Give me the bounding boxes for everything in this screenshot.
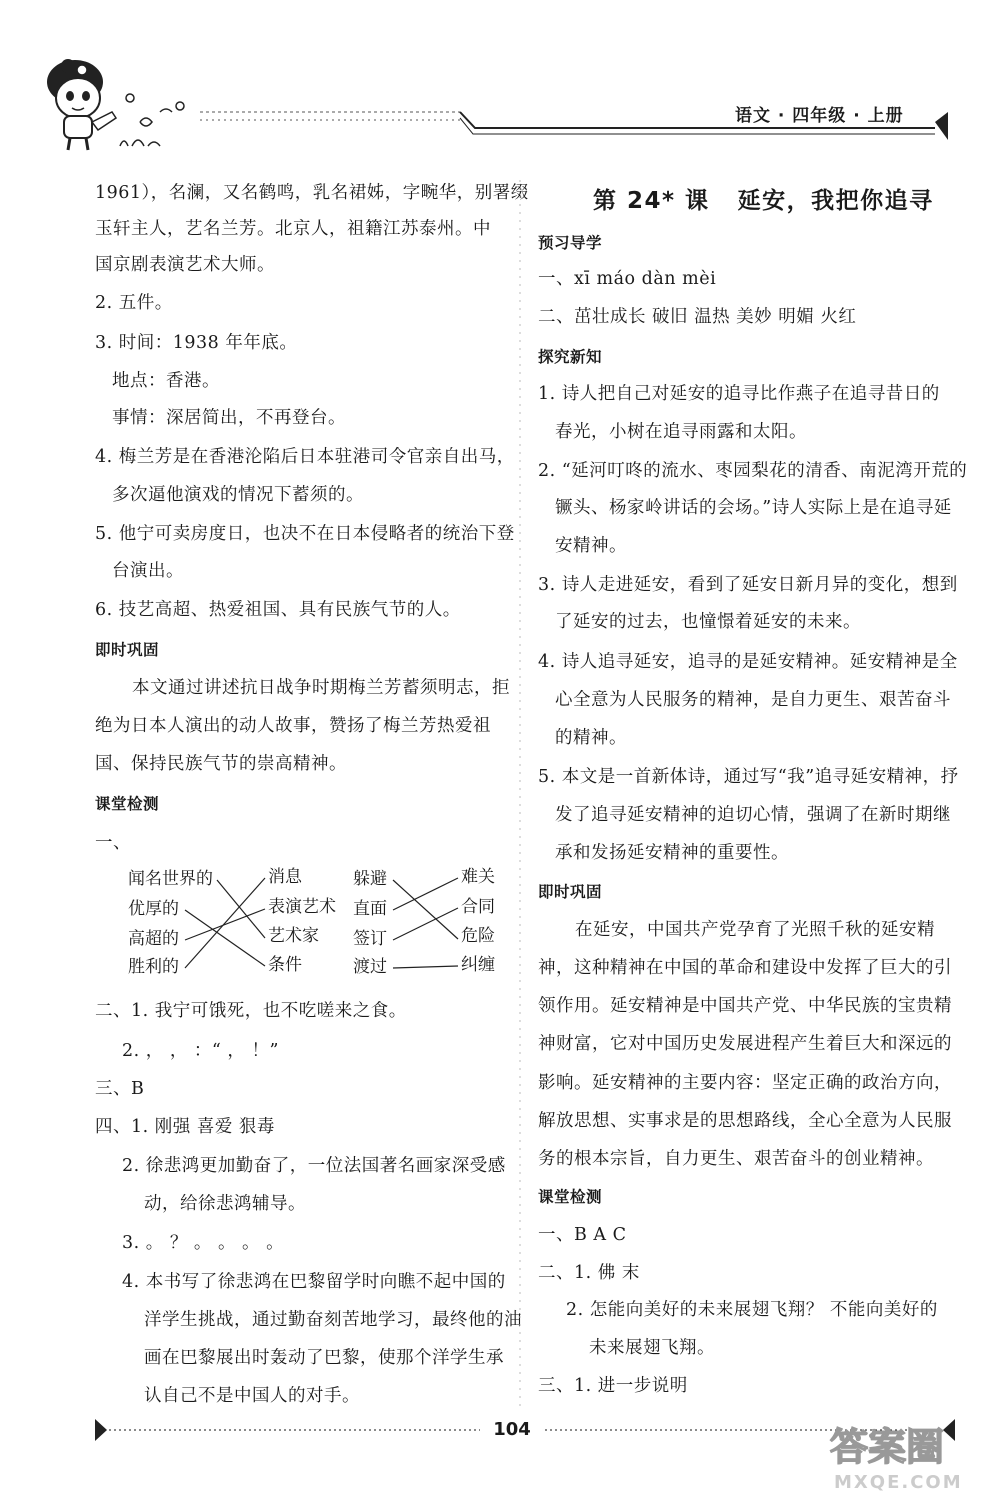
left-line: 洋学生挑战，通过勤奋刻苦地学习，最终他的油	[144, 1310, 522, 1330]
watermark-url: MXQE.COM	[834, 1472, 963, 1493]
right-paragraph-line: 务的根本宗旨，自力更生、艰苦奋斗的创业精神。	[538, 1149, 934, 1169]
match-left-item: 直面	[353, 899, 387, 919]
right-line: 的精神。	[555, 728, 627, 748]
left-paragraph-line: 国、保持民族气节的崇高精神。	[95, 754, 347, 774]
right-paragraph-line: 解放思想、实事求是的思想路线，全心全意为人民服	[538, 1111, 952, 1131]
left-line: 1961），名澜，又名鹤鸣，乳名裙姊，字畹华，别署缀	[95, 183, 529, 203]
right-line: 了延安的过去，也憧憬着延安的未来。	[555, 612, 861, 632]
match-left-item: 躲避	[353, 869, 387, 889]
left-line: 认自己不是中国人的对手。	[144, 1386, 360, 1406]
left-line: 三、B	[95, 1079, 145, 1099]
left-line: 2. ， ， ：“ ， ！”	[122, 1041, 279, 1061]
section-heading: 探究新知	[538, 348, 603, 366]
header-title: 语文 · 四年级 · 上册	[735, 106, 904, 126]
section-heading: 课堂检测	[538, 1188, 603, 1206]
right-paragraph-line: 领作用。延安精神是中国共产党、中华民族的宝贵精	[538, 996, 952, 1016]
watermark-logo	[820, 1420, 990, 1499]
right-line: 4. 诗人追寻延安，追寻的是延安精神。延安精神是全	[538, 652, 958, 672]
match-right-item: 艺术家	[268, 926, 319, 946]
right-line: 二、1. 佛 末	[538, 1263, 640, 1283]
section-heading: 即时巩固	[538, 883, 603, 901]
right-line: 2. “延河叮咚的流水、枣园梨花的清香、南泥湾开荒的	[538, 461, 968, 481]
left-line: 动，给徐悲鸿辅导。	[144, 1194, 306, 1214]
left-line: 国京剧表演艺术大师。	[95, 255, 275, 275]
right-line: 安精神。	[555, 536, 627, 556]
page-number: 104	[480, 1419, 544, 1440]
section-heading: 即时巩固	[95, 641, 160, 659]
left-line: 3. 。 ？ 。 。 。 。	[122, 1233, 285, 1253]
lesson-number: 第 24* 课	[593, 188, 710, 214]
right-line: 二、茁壮成长 破旧 温热 美妙 明媚 火红	[538, 307, 857, 327]
match-left-item: 签订	[353, 929, 387, 949]
right-line: 一、xī máo dàn mèi	[538, 269, 717, 289]
right-line: 3. 诗人走进延安，看到了延安日新月异的变化，想到	[538, 575, 958, 595]
left-line: 玉轩主人，艺名兰芳。北京人，祖籍江苏泰州。中	[95, 219, 491, 239]
right-line: 承和发扬延安精神的重要性。	[555, 843, 789, 863]
match-right-item: 表演艺术	[268, 897, 336, 917]
watermark-text: 答案圈	[830, 1425, 945, 1469]
right-line: 未来展翅飞翔。	[589, 1338, 715, 1358]
right-line: 发了追寻延安精神的迫切心情，强调了在新时期继	[555, 805, 951, 825]
question-label: 一、	[95, 833, 131, 853]
right-line: 5. 本文是一首新体诗，通过写“我”追寻延安精神，抒	[538, 767, 959, 787]
column-divider	[518, 180, 522, 1410]
match-right-item: 消息	[268, 867, 302, 887]
match-left-item: 渡过	[353, 957, 387, 977]
left-line: 5. 他宁可卖房度日，也决不在日本侵略者的统治下登	[95, 524, 515, 544]
right-paragraph-line: 神，这种精神在中国的革命和建设中发挥了巨大的引	[538, 958, 952, 978]
right-paragraph-line: 神财富，它对中国历史发展进程产生着巨大和深远的	[538, 1034, 952, 1054]
left-paragraph-line: 绝为日本人演出的动人故事，赞扬了梅兰芳热爱祖	[95, 716, 491, 736]
match-left-item: 优厚的	[128, 899, 179, 919]
left-line: 6. 技艺高超、热爱祖国、具有民族气节的人。	[95, 600, 461, 620]
left-line: 3. 时间：1938 年年底。	[95, 333, 298, 353]
match-right-item: 合同	[461, 897, 495, 917]
right-line: 三、1. 进一步说明	[538, 1376, 688, 1396]
lesson-name: 延安，我把你追寻	[737, 188, 934, 214]
left-line: 4. 梅兰芳是在香港沦陷后日本驻港司令官亲自出马，	[95, 447, 515, 467]
left-line: 画在巴黎展出时轰动了巴黎，使那个洋学生承	[144, 1348, 504, 1368]
section-heading: 预习导学	[538, 234, 603, 252]
right-paragraph-line: 影响。延安精神的主要内容：坚定正确的政治方向，	[538, 1073, 952, 1093]
match-right-item: 条件	[268, 955, 302, 975]
left-line: 台演出。	[112, 561, 184, 581]
left-line: 地点：香港。	[112, 371, 220, 391]
left-line: 四、1. 刚强 喜爱 狠毒	[95, 1117, 275, 1137]
match-left-item: 胜利的	[128, 957, 179, 977]
lesson-title	[593, 182, 934, 215]
left-line: 事情：深居简出，不再登台。	[112, 408, 346, 428]
right-line: 1. 诗人把自己对延安的追寻比作燕子在追寻昔日的	[538, 384, 940, 404]
match-right-item: 危险	[461, 926, 495, 946]
left-paragraph-line: 本文通过讲述抗日战争时期梅兰芳蓄须明志，拒	[132, 678, 510, 698]
match-right-item: 纠缠	[461, 955, 495, 975]
matching-lines	[0, 0, 520, 1000]
left-line: 2. 徐悲鸿更加勤奋了，一位法国著名画家深受感	[122, 1156, 506, 1176]
left-line: 2. 五件。	[95, 293, 173, 313]
right-line: 心全意为人民服务的精神，是自力更生、艰苦奋斗	[555, 690, 951, 710]
left-line: 二、1. 我宁可饿死，也不吃嗟来之食。	[95, 1001, 407, 1021]
left-line: 4. 本书写了徐悲鸿在巴黎留学时向瞧不起中国的	[122, 1272, 506, 1292]
match-left-item: 高超的	[128, 929, 179, 949]
right-paragraph-line: 在延安，中国共产党孕育了光照千秋的延安精	[575, 920, 935, 940]
right-line: 2. 怎能向美好的未来展翅飞翔？ 不能向美好的	[566, 1300, 938, 1320]
left-line: 多次逼他演戏的情况下蓄须的。	[112, 485, 364, 505]
match-left-item: 闻名世界的	[128, 869, 213, 889]
match-right-item: 难关	[461, 867, 495, 887]
right-line: 镢头、杨家岭讲话的会场。”诗人实际上是在追寻延	[555, 498, 952, 518]
section-heading: 课堂检测	[95, 795, 160, 813]
right-line: 春光，小树在追寻雨露和太阳。	[555, 422, 807, 442]
right-line: 一、B A C	[538, 1225, 627, 1245]
